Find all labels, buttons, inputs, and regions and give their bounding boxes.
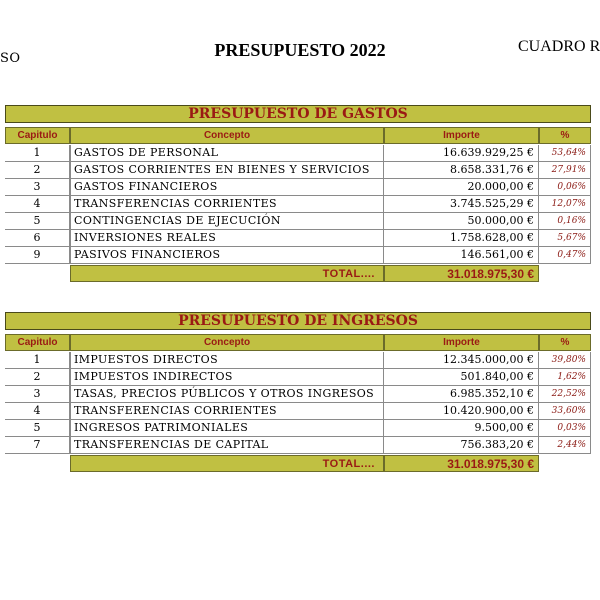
table-row	[5, 352, 591, 369]
cell-pct: 1,62%	[539, 369, 591, 386]
cell-pct: 5,67%	[539, 230, 591, 247]
cell-pct: 0,16%	[539, 213, 591, 230]
cell-pct: 12,07%	[539, 196, 591, 213]
column-header-importe: Importe	[384, 127, 539, 144]
cell-capitulo: 9	[5, 247, 70, 264]
cell-concepto: TASAS, PRECIOS PÚBLICOS Y OTROS INGRESOS	[70, 386, 384, 403]
cell-pct: 39,80%	[539, 352, 591, 369]
cell-concepto: TRANSFERENCIAS CORRIENTES	[70, 196, 384, 213]
cell-importe: 20.000,00 €	[384, 179, 539, 196]
cell-capitulo: 4	[5, 196, 70, 213]
cell-capitulo: 2	[5, 162, 70, 179]
cell-capitulo: 1	[5, 352, 70, 369]
cell-pct: 0,03%	[539, 420, 591, 437]
column-header-pct: %	[539, 127, 591, 144]
cell-importe: 50.000,00 €	[384, 213, 539, 230]
cell-concepto: GASTOS DE PERSONAL	[70, 145, 384, 162]
cell-importe: 10.420.900,00 €	[384, 403, 539, 420]
gastos-table-title: PRESUPUESTO DE GASTOS	[5, 105, 591, 123]
cell-capitulo: 3	[5, 179, 70, 196]
table-row	[5, 196, 591, 213]
cell-capitulo: 5	[5, 213, 70, 230]
cell-pct: 53,64%	[539, 145, 591, 162]
ingresos-table-title: PRESUPUESTO DE INGRESOS	[5, 312, 591, 330]
column-header-concepto: Concepto	[70, 127, 384, 144]
cell-concepto: CONTINGENCIAS DE EJECUCIÓN	[70, 213, 384, 230]
table-row	[5, 437, 591, 454]
cell-capitulo: 5	[5, 420, 70, 437]
table-row	[5, 179, 591, 196]
cell-importe: 501.840,00 €	[384, 369, 539, 386]
cell-concepto: PASIVOS FINANCIEROS	[70, 247, 384, 264]
table-row	[5, 369, 591, 386]
table-row	[5, 230, 591, 247]
cell-capitulo: 1	[5, 145, 70, 162]
cell-importe: 9.500,00 €	[384, 420, 539, 437]
cell-capitulo: 7	[5, 437, 70, 454]
cell-importe: 16.639.929,25 €	[384, 145, 539, 162]
cell-concepto: IMPUESTOS DIRECTOS	[70, 352, 384, 369]
cell-importe: 8.658.331,76 €	[384, 162, 539, 179]
column-header-capitulo: Capitulo	[5, 334, 70, 351]
cell-importe: 756.383,20 €	[384, 437, 539, 454]
total-label: TOTAL....	[70, 455, 384, 472]
cell-capitulo: 3	[5, 386, 70, 403]
cell-concepto: TRANSFERENCIAS DE CAPITAL	[70, 437, 384, 454]
table-row	[5, 403, 591, 420]
total-value: 31.018.975,30 €	[384, 455, 539, 472]
cell-concepto: GASTOS CORRIENTES EN BIENES Y SERVICIOS	[70, 162, 384, 179]
cell-pct: 0,06%	[539, 179, 591, 196]
cell-pct: 0,47%	[539, 247, 591, 264]
cell-importe: 3.745.525,29 €	[384, 196, 539, 213]
total-label: TOTAL....	[70, 265, 384, 282]
header-right-text: CUADRO R	[518, 38, 600, 55]
gastos-total-row	[5, 265, 591, 282]
cell-capitulo: 4	[5, 403, 70, 420]
gastos-header-row	[5, 127, 591, 144]
table-row	[5, 386, 591, 403]
total-value: 31.018.975,30 €	[384, 265, 539, 282]
table-row	[5, 145, 591, 162]
column-header-capitulo: Capitulo	[5, 127, 70, 144]
cell-concepto: GASTOS FINANCIEROS	[70, 179, 384, 196]
table-row	[5, 162, 591, 179]
table-row	[5, 247, 591, 264]
cell-concepto: INGRESOS PATRIMONIALES	[70, 420, 384, 437]
column-header-importe: Importe	[384, 334, 539, 351]
cell-concepto: IMPUESTOS INDIRECTOS	[70, 369, 384, 386]
cell-pct: 27,91%	[539, 162, 591, 179]
cell-importe: 1.758.628,00 €	[384, 230, 539, 247]
cell-importe: 6.985.352,10 €	[384, 386, 539, 403]
header-left-text: SO	[0, 51, 21, 66]
cell-capitulo: 6	[5, 230, 70, 247]
cell-concepto: TRANSFERENCIAS CORRIENTES	[70, 403, 384, 420]
ingresos-header-row	[5, 334, 591, 351]
cell-capitulo: 2	[5, 369, 70, 386]
ingresos-total-row	[5, 455, 591, 472]
cell-pct: 33,60%	[539, 403, 591, 420]
column-header-pct: %	[539, 334, 591, 351]
cell-pct: 2,44%	[539, 437, 591, 454]
cell-pct: 22,52%	[539, 386, 591, 403]
cell-importe: 146.561,00 €	[384, 247, 539, 264]
column-header-concepto: Concepto	[70, 334, 384, 351]
cell-concepto: INVERSIONES REALES	[70, 230, 384, 247]
page-title: PRESUPUESTO 2022	[214, 40, 386, 60]
table-row	[5, 420, 591, 437]
cell-importe: 12.345.000,00 €	[384, 352, 539, 369]
table-row	[5, 213, 591, 230]
